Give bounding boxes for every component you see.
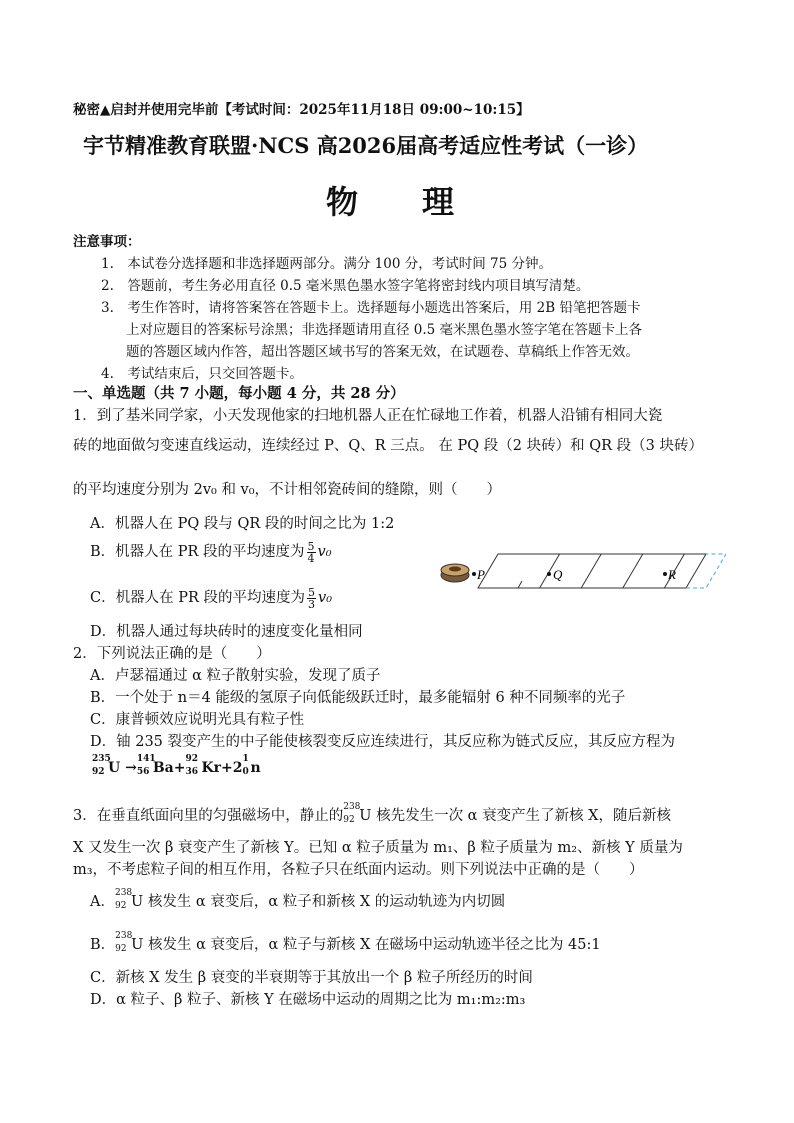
label-r: R — [668, 567, 676, 582]
point-p — [472, 572, 476, 576]
q2-option-c: C．康普顿效应说明光具有粒子性 — [90, 712, 305, 728]
notice-item: 题的答题区域内作答，超出答题区域书写的答案无效，在试题卷、草稿纸上作答无效。 — [126, 344, 639, 360]
q2-option-a: A．卢瑟福通过 α 粒子散射实验，发现了质子 — [90, 668, 381, 684]
notice-item: 4. 考试结束后，只交回答题卡。 — [101, 366, 303, 382]
atomic-number: 56 — [136, 767, 150, 777]
atomic-number: 92 — [115, 944, 127, 954]
q2-equation — [92, 754, 261, 778]
text: U 核发生 α 衰变后，α 粒子和新核 X 的运动轨迹为内切圆 — [130, 894, 506, 910]
mass-number: 238 — [114, 888, 133, 898]
q3-option-c: C．新核 X 发生 β 衰变的半衰期等于其放出一个 β 粒子所经历的时间 — [90, 970, 533, 986]
point-r — [663, 572, 667, 576]
notice-title: 注意事项： — [73, 234, 141, 250]
notice-item: 上对应题目的答案标号涂黑；非选择题请用直径 0.5 毫米黑色墨水签字笔在答题卡上各 — [126, 322, 643, 338]
q2-option-d: D．铀 235 裂变产生的中子能使核裂变反应连续进行，其反应称为链式反应，其反应方程为 — [90, 734, 676, 750]
option-letter: A． — [90, 894, 115, 910]
notice-item: 2. 答题前，考生务必用直径 0.5 毫米黑色墨水签字笔将密封线内项目填写清楚。 — [101, 278, 590, 294]
atomic-number: 92 — [343, 815, 355, 825]
q1-tile-figure — [436, 550, 726, 592]
nuclide-script — [343, 802, 361, 826]
mass-number: 238 — [343, 802, 361, 812]
q2-option-b: B．一个处于 n＝4 能级的氢原子向低能级跃迁时，最多能辐射 6 种不同频率的光子 — [90, 690, 626, 706]
point-q — [547, 572, 551, 576]
label-q: Q — [553, 567, 563, 582]
symbol-n: n — [250, 760, 261, 776]
text: U 核先发生一次 α 衰变产生了新核 X，随后新核 — [359, 808, 672, 824]
secret-line: 秘密▲启封并使用完毕前【考试时间：2025年11月18日 09:00~10:15】 — [73, 102, 530, 118]
fraction — [307, 587, 316, 610]
notice-item: 1. 本试卷分选择题和非选择题两部分。满分 100 分，考试时间 75 分钟。 — [101, 256, 552, 272]
atomic-number: 36 — [185, 767, 198, 777]
fraction — [307, 541, 316, 564]
q3-stem-line3: m₃，不考虑粒子间的相互作用，各粒子只在纸面内运动。则下列说法中正确的是（ ） — [73, 862, 644, 878]
q3-option-d: D．α 粒子、β 粒子、新核 Y 在磁场中运动的周期之比为 m₁:m₂:m₃ — [90, 992, 526, 1008]
atomic-number: 92 — [114, 901, 127, 911]
label-p: P — [477, 567, 485, 582]
text: 3．在垂直纸面向里的匀强磁场中，静止的 — [73, 808, 344, 824]
q1-stem-line3: 的平均速度分别为 2v₀ 和 v₀，不计相邻瓷砖间的缝隙，则（ ） — [73, 482, 502, 498]
atomic-number: 92 — [92, 767, 105, 777]
subject-title: 物 理 — [326, 183, 455, 221]
notice-item: 3. 考生作答时，请将答案答在答题卡上。选择题每小题选出答案后，用 2B 铅笔把答题卡 — [101, 300, 641, 316]
option-letter: B． — [90, 937, 116, 953]
q3-stem-line1 — [73, 804, 671, 826]
numerator: 5 — [307, 539, 315, 553]
symbol-ba: Ba — [152, 760, 174, 776]
robot-vacuum-icon — [441, 564, 469, 582]
q1-option-a: A．机器人在 PQ 段与 QR 段的时间之比为 1:2 — [90, 516, 395, 532]
v0: v₀ — [317, 544, 332, 560]
arrow: → — [125, 760, 137, 776]
v0: v₀ — [318, 590, 333, 606]
nuclide-script — [185, 754, 201, 778]
q2-stem: 2．下列说法正确的是（ ） — [73, 646, 271, 662]
exam-title: 宇节精准教育联盟·NCS 高2026届高考适应性考试（一诊） — [83, 133, 649, 158]
section-title: 一、单选题（共 7 小题，每小题 4 分，共 28 分） — [73, 385, 405, 402]
numerator: 5 — [308, 585, 315, 599]
nuclide-script — [136, 754, 156, 778]
q3-stem-line2: X 又发生一次 β 衰变产生了新核 Y。已知 α 粒子质量为 m₁、β 粒子质量为 m₂、新核 Y 质量为 — [73, 840, 683, 856]
symbol-u: U — [108, 760, 121, 776]
nuclide-script — [92, 754, 111, 778]
q1-option-c — [90, 586, 332, 610]
nuclide-script — [115, 931, 133, 955]
mass-number: 1 — [242, 754, 249, 764]
text: U 核发生 α 衰变后，α 粒子与新核 X 在磁场中运动轨迹半径之比为 45:1 — [131, 937, 601, 953]
mass-number: 92 — [185, 754, 198, 764]
dashed-tile — [686, 554, 726, 588]
q1-stem-line1: 1．到了基米同学家，小天发现他家的扫地机器人正在忙碌地工作着，机器人沿铺有相同大瓷 — [73, 408, 663, 424]
plus: + — [173, 760, 186, 776]
q1-option-b — [90, 540, 332, 564]
mass-number: 235 — [92, 754, 111, 764]
q3-option-a — [90, 890, 505, 912]
q1-option-b-text: B．机器人在 PR 段的平均速度为 — [90, 544, 305, 560]
symbol-kr: Kr — [201, 760, 222, 776]
denominator: 3 — [308, 597, 315, 611]
atomic-number: 0 — [242, 767, 249, 777]
nuclide-script — [114, 888, 133, 912]
q1-stem-line2: 砖的地面做匀变速直线运动，连续经过 P、Q、R 三点。 在 PQ 段（2 块砖）和 QR 段（3 块砖） — [73, 438, 703, 454]
q3-option-b — [90, 933, 601, 955]
plus-two: +2 — [221, 760, 243, 776]
q1-option-d: D．机器人通过每块砖时的速度变化量相同 — [90, 624, 363, 640]
mass-number: 238 — [115, 931, 133, 941]
q1-option-c-text: C．机器人在 PR 段的平均速度为 — [90, 590, 305, 606]
mass-number: 141 — [136, 754, 156, 764]
nuclide-script — [242, 754, 251, 778]
denominator: 4 — [307, 551, 315, 565]
